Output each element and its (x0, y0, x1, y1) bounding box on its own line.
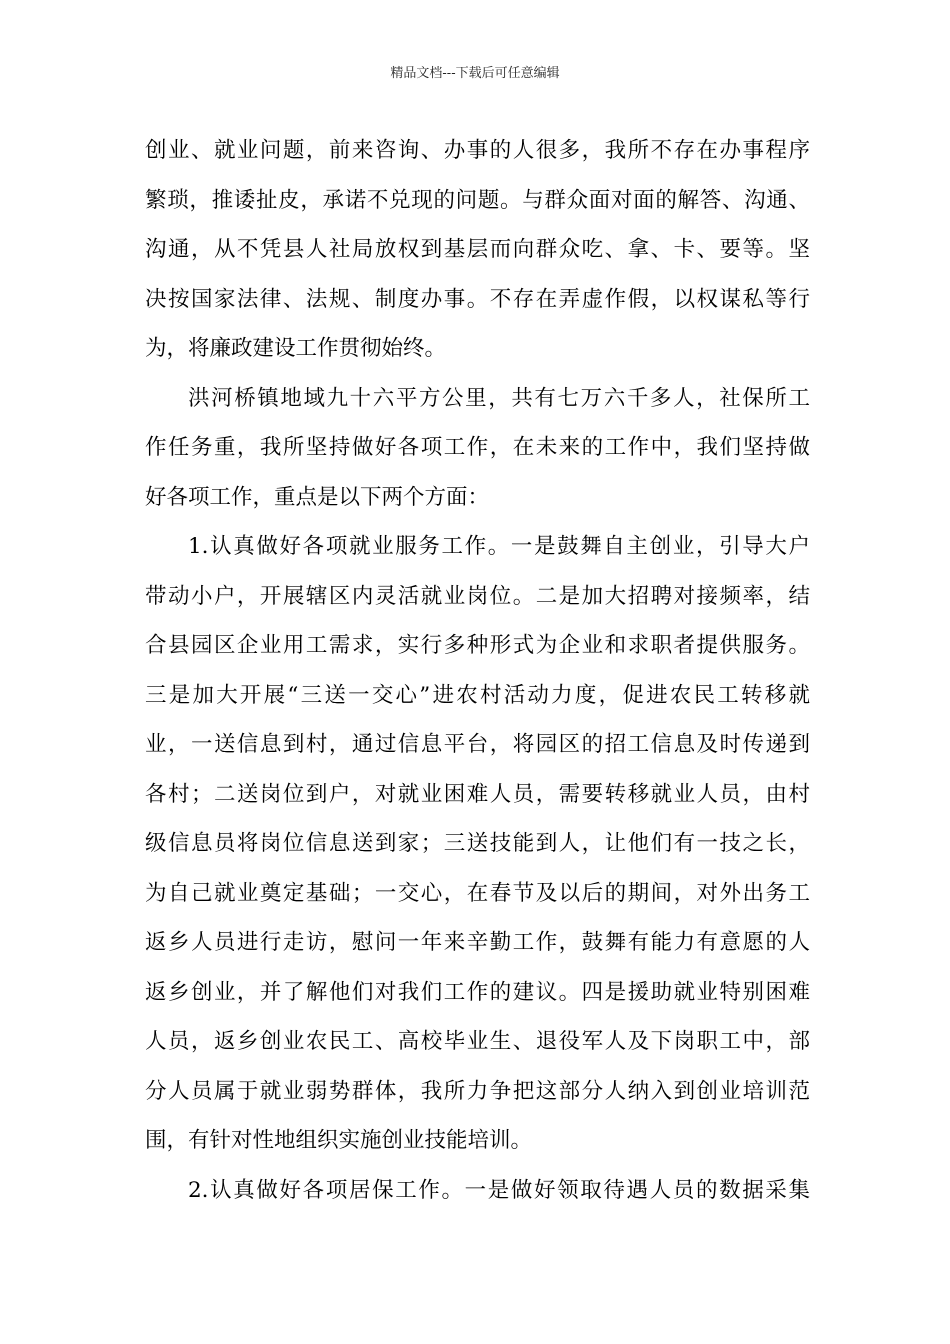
text-line: 决按国家法律、法规、制度办事。不存在弄虚作假，以权谋私等行 (145, 286, 810, 312)
text-line: 好各项工作，重点是以下两个方面： (145, 484, 490, 510)
text-line: 沟通，从不凭县人社局放权到基层而向群众吃、拿、卡、要等。坚 (145, 237, 810, 262)
text-line: 返乡创业，并了解他们对我们工作的建议。四是援助就业特别困难 (145, 979, 810, 1005)
text-line: 业，一送信息到村，通过信息平台，将园区的招工信息及时传递到 (145, 732, 810, 757)
text-line: 围，有针对性地组织实施创业技能培训。 (145, 1128, 533, 1153)
text-line: 分人员属于就业弱势群体，我所力争把这部分人纳入到创业培训范 (145, 1078, 810, 1104)
text-line: 1.认真做好各项就业服务工作。一是鼓舞自主创业，引导大户 (188, 534, 810, 559)
paragraph-1 (145, 126, 810, 374)
text-line: 2.认真做好各项居保工作。一是做好领取待遇人员的数据采集 (188, 1177, 810, 1203)
text-line: 作任务重，我所坚持做好各项工作，在未来的工作中，我们坚持做 (145, 435, 810, 460)
text-line: 为自己就业奠定基础；一交心，在春节及以后的期间，对外出务工 (145, 880, 810, 906)
text-line: 返乡人员进行走访，慰问一年来辛勤工作，鼓舞有能力有意愿的人 (145, 930, 810, 955)
paragraph-3 (145, 522, 810, 1166)
text-line: 合县园区企业用工需求，实行多种形式为企业和求职者提供服务。 (145, 633, 810, 658)
document-body (145, 126, 810, 1215)
text-line: 洪河桥镇地域九十六平方公里，共有七万六千多人，社保所工 (188, 385, 810, 411)
text-line: 繁琐，推诿扯皮，承诺不兑现的问题。与群众面对面的解答、沟通、 (145, 187, 810, 213)
paragraph-2 (145, 374, 810, 523)
text-line: 各村；二送岗位到户，对就业困难人员，需要转移就业人员，由村 (145, 781, 810, 807)
text-line: 创业、就业问题，前来咨询、办事的人很多，我所不存在办事程序 (145, 138, 810, 163)
paragraph-4 (145, 1166, 810, 1216)
text-line: 级信息员将岗位信息送到家；三送技能到人，让他们有一技之长， (145, 831, 810, 856)
text-line: 三是加大开展“三送一交心”进农村活动力度，促进农民工转移就 (145, 682, 810, 708)
page-header: 精品文档---下载后可任意编辑 (390, 66, 560, 81)
text-line: 人员，返乡创业农民工、高校毕业生、退役军人及下岗职工中，部 (145, 1029, 810, 1054)
text-line: 带动小户，开展辖区内灵活就业岗位。二是加大招聘对接频率，结 (145, 583, 810, 609)
text-line: 为，将廉政建设工作贯彻始终。 (145, 336, 447, 361)
